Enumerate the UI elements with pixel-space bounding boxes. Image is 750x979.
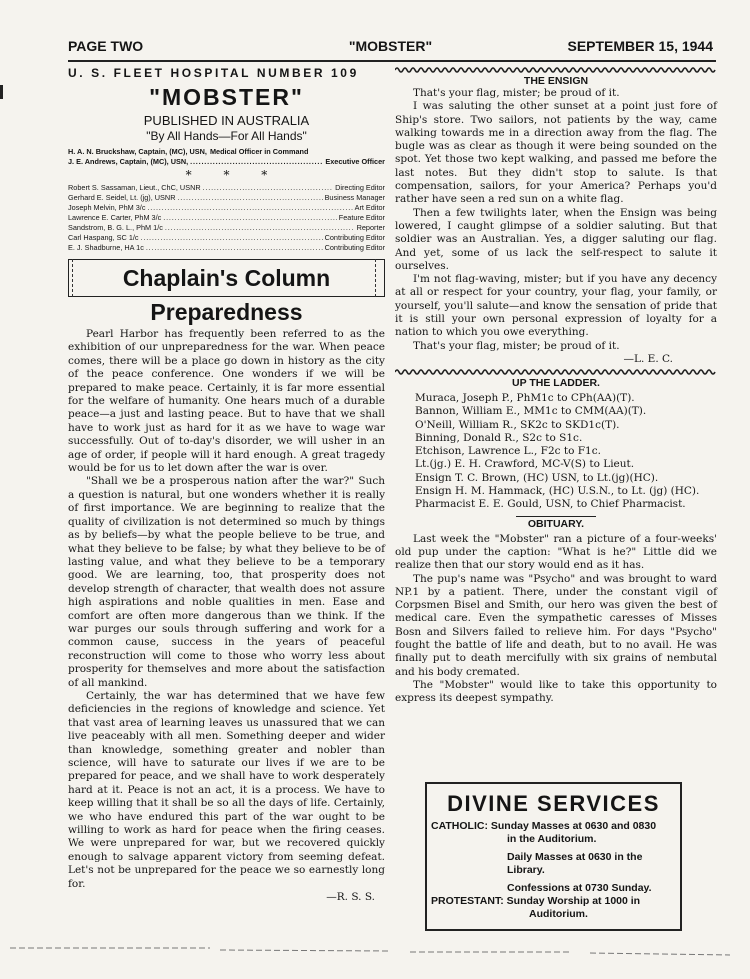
list-item: Pharmacist E. E. Gould, USN, to Chief Pharmacist. (415, 498, 686, 511)
header-rule (68, 60, 716, 62)
section-divider (516, 516, 596, 517)
chaplain-article (68, 328, 385, 891)
divine-services-title: DIVINE SERVICES (447, 791, 660, 816)
list-item: Ensign T. C. Brown, (HC) USN, to Lt.(jg)(HC). (415, 471, 659, 484)
left-column (68, 66, 385, 903)
staff-row: Carl Haspang, SC 1/c ..... Contributing Editor (68, 233, 385, 243)
staff-row: Sandstrom, B. G. L., PhM 1/c ..... Reporter (68, 223, 385, 233)
article-signature: —R. S. S. (326, 891, 375, 904)
staff-list (68, 183, 385, 253)
daily-line: Library. (507, 864, 545, 876)
article-paragraph: Last week the "Mobster" ran a picture of a four-weeks' old pup under the caption: "What is he?" Little did we realize then that our story would end as it has. (395, 532, 717, 572)
article-paragraph: That's your flag, mister; be proud of it. (413, 87, 620, 99)
command-row: J. E. Andrews, Captain, (MC), USN, ..... Executive Officer (68, 157, 385, 167)
staff-row: Lawrence E. Carter, PhM 3/c ..... Feature Editor (68, 213, 385, 223)
list-item: Bannon, William E., MM1c to CMM(AA)(T). (415, 405, 647, 418)
article-paragraph: That's your flag, mister; be proud of it. (413, 339, 620, 352)
page-number: PAGE TWO (68, 38, 144, 54)
promotion-list (415, 392, 717, 512)
chaplain-column-banner (68, 259, 385, 297)
protestant-line: PROTESTANT: Sunday Worship at 1000 in (431, 895, 641, 907)
wavy-divider (395, 368, 717, 376)
staff-row: Robert S. Sassaman, Lieut., ChC, USNR ..... Directing Editor (68, 183, 385, 193)
list-item: Ensign H. M. Hammack, (HC) U.S.N., to Lt. (jg) (HC). (415, 485, 700, 498)
list-item: Muraca, Joseph P., PhM1c to CPh(AA)(T). (415, 391, 635, 404)
paper-name: "MOBSTER" (348, 38, 433, 54)
right-column (395, 66, 717, 705)
article-paragraph: Certainly, the war has determined that we have few deficiencies in the regions of knowledge and science. Yet that vast area of learning leaves us unassured that we can live peaceably with all men. Something deeper and wider than knowledge, something greater and nobler than science, will have to saturate our lives if we are to be prepared for peace, and we shall have to work desperately hard at it. Peace is not an act, it is a process. We have to keep willing that it shall be so all the days of life. Certainly, we who have endured this part of the war ought to be willing to work as hard for peace when the firing ceases. We were unprepared for war, but we recovered quickly enough to salvage apparent victory from seeming defeat. Let's not be unprepared for the peace we so earnestly long for. (68, 689, 385, 890)
ensign-article (395, 87, 717, 353)
edge-mark (0, 85, 3, 99)
article-heading: Preparedness (150, 299, 303, 325)
chaplain-column-title: Chaplain's Column (122, 264, 331, 291)
staff-row: E. J. Shadburne, HA 1c ..... Contributing Editor (68, 243, 385, 253)
article-paragraph: The pup's name was "Psycho" and was brought to ward NP.1 by a patient. There, under the constant vigil of Corpsmen Bisel and Smith, our hero was given the best of medical care. Even the sympathetic caresses of Misses Bosn and Silvers failed to relieve him. For days "Psycho" fought the battle of life and death, but to no avail. He was finally put to death mercifully with six grains of nembutal and his body cremated. (395, 572, 717, 678)
catholic-line: CATHOLIC: Sunday Masses at 0630 and 0830 (431, 820, 657, 832)
published-line: PUBLISHED IN AUSTRALIA (143, 113, 310, 128)
list-item: Lt.(jg.) E. H. Crawford, MC-V(S) to Lieut. (415, 458, 635, 471)
ensign-heading: THE ENSIGN (523, 75, 589, 87)
article-paragraph: Pearl Harbor has frequently been referred to as the exhibition of our unpreparedness for the war. When peace comes, there will be a place go down in history as the city of the peace conference. One wonders if we will be prepared to make peace. Certainly, it is far more essential for the welfare of humanity. One hears much of a durable peace—a just and lasting peace. But to have that we shall have to work just as hard for it as we have to wage war successfully. Out of to-day's disorder, we will usher in an age of order, if people will it hard enough. A great tragedy would be for us to let down after the war is over. (68, 328, 385, 475)
divine-services-box (425, 782, 682, 931)
catholic-line: in the Auditorium. (507, 833, 597, 845)
article-paragraph: I was saluting the other sunset at a point just fore of Ship's store. Two sailors, not patients by the way, came walking towards me in a direction away from the flag. The bugle was as clear as though it were being sounded on the spot. Yet those two kept walking, and passed me before the last notes. But they didn't stop to salute. Is that compensation, sailors, for your America? Perhaps you'd rather have seen a red sun on a white flag. (395, 100, 717, 206)
list-item: Binning, Donald R., S2c to S1c. (415, 431, 583, 444)
daily-line: Daily Masses at 0630 in the (507, 851, 643, 863)
hospital-line: U. S. FLEET HOSPITAL NUMBER 109 (68, 66, 359, 80)
command-row: H. A. N. Bruckshaw, Captain, (MC), USN, Medical Officer in Command (68, 147, 309, 156)
confessions-line: Confessions at 0730 Sunday. (507, 882, 652, 894)
wavy-divider (395, 66, 717, 74)
list-item: O'Neill, William R., SK2c to SKD1c(T). (415, 418, 620, 431)
article-paragraph: "Shall we be a prosperous nation after the war?" Such a question is natural, but one wonders whether it is really of first importance. We are beginning to realize that the quality of civilization is not determined so much by things as by beliefs—by what the people believe to be true, and what they believe to be false; by what they believe to be of lasting value, and what they believe to be a temporary good. We are learning, too, that prosperity does not develop strength of character, that wealth does not assure high aspirations and noble qualities in men. Ease and comfort are often more dangerous than we think. If the war purges our souls through suffering and work for a common cause, success in the years of peaceful reconstruction will come to those who worry less about prosperity for themselves and more about the satisfaction of all mankind. (68, 475, 385, 689)
article-paragraph: The "Mobster" would like to take this opportunity to express its deepest sympathy. (395, 678, 717, 705)
staff-row: Joseph Melvin, PhM 3/c ..... Art Editor (68, 203, 385, 213)
article-paragraph: I'm not flag-waving, mister; but if you have any decency at all or respect for your country, your flag, your family, or yourself, you'll salute—and know the sensation of pride that it is still your own personal expression of loyalty for a nation to which you owe everything. (395, 273, 717, 339)
fold-line (10, 945, 730, 957)
protestant-line: Auditorium. (529, 908, 588, 920)
issue-date: SEPTEMBER 15, 1944 (567, 38, 713, 54)
masthead-title: "MOBSTER" (149, 84, 304, 110)
obituary-article (395, 533, 717, 706)
ladder-heading: UP THE LADDER. (512, 376, 600, 389)
staff-list (68, 147, 385, 167)
staff-row: Gerhard E. Seidel, Lt. (jg), USNR ..... Business Manager (68, 193, 385, 203)
running-header (68, 38, 713, 58)
star-divider: * * * (185, 168, 282, 182)
article-paragraph: Then a few twilights later, when the Ensign was being lowered, I caught glimpse of a soldier saluting. But that soldier was an Australian. Yes, a digger saluting our flag. And yet, some of us lack the self-respect to salute it ourselves. (395, 206, 717, 272)
obituary-heading: OBITUARY. (527, 517, 585, 530)
list-item: Etchison, Lawrence L., F2c to F1c. (415, 445, 601, 458)
ensign-signature: —L. E. C. (623, 352, 673, 365)
motto: "By All Hands—For All Hands" (146, 129, 307, 143)
